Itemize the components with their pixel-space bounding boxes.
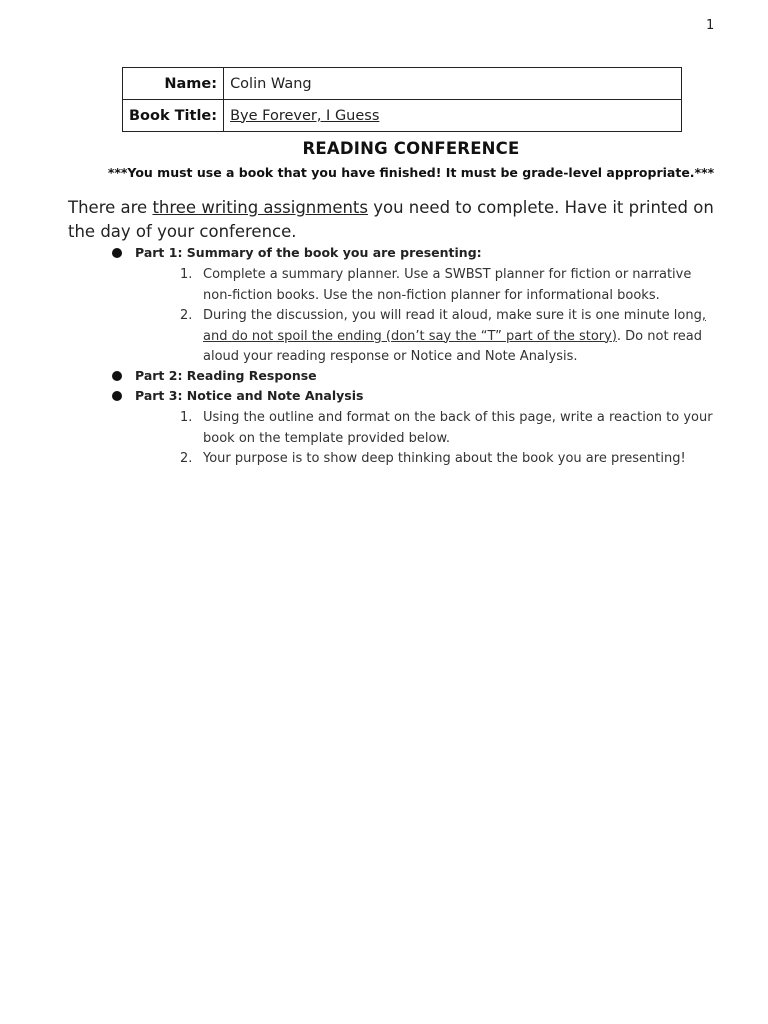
list-item-text: Using the outline and format on the back of this page, write a reaction to your book on the template provided below.: [203, 410, 713, 446]
part-2-label: Part 2: Reading Response: [135, 368, 317, 383]
list-number: 2.: [180, 308, 193, 323]
intro-suffix: you need to complete. Have it printed on the day of your conference.: [68, 198, 714, 241]
part-3-label: Part 3: Notice and Note Analysis: [135, 388, 364, 403]
bullet-icon: [112, 391, 122, 401]
intro-underlined: three writing assignments: [152, 198, 368, 217]
item-2-text-underlined: , and do not spoil the ending (don’t say the “T” part of the story): [203, 308, 706, 344]
list-item-text: Your purpose is to show deep thinking about the book you are presenting!: [203, 451, 686, 466]
list-number: 1.: [180, 267, 193, 282]
part-3-item-2: [180, 449, 720, 470]
page-subtitle: ***You must use a book that you have finished! It must be grade-level appropriate.***: [107, 165, 715, 180]
part-1-item-1: [180, 265, 720, 306]
part-1-item-2: [180, 306, 720, 368]
item-2-text-a: During the discussion, you will read it aloud, make sure it is one minute long: [203, 308, 702, 323]
list-item-text: [203, 306, 720, 368]
intro-prefix: There are: [68, 198, 153, 217]
part-1-label: Part 1: Summary of the book you are presenting:: [135, 245, 482, 260]
part-3-item-1: [180, 408, 720, 449]
list-number: 2.: [180, 451, 193, 466]
item-2-text-b: . Do not read aloud your reading response or Notice and Note Analysis.: [203, 328, 702, 364]
book-title-value: [224, 100, 682, 132]
page-title: READING CONFERENCE: [302, 139, 520, 158]
part-2-heading: [112, 368, 317, 383]
list-item-text: Complete a summary planner. Use a SWBST planner for fiction or narrative non-fiction books. Use the non-fiction planner for informational books.: [203, 267, 692, 303]
list-number: 1.: [180, 410, 193, 425]
part-1-heading: [112, 245, 482, 260]
book-title-label: Book Title:: [123, 100, 224, 132]
bullet-icon: [112, 248, 122, 258]
intro-paragraph: [68, 196, 728, 244]
book-title-text: Bye Forever, I Guess: [230, 107, 380, 124]
student-info-table: [122, 67, 682, 132]
name-value: Colin Wang: [224, 68, 682, 100]
name-row: [123, 68, 682, 100]
part-3-heading: [112, 388, 363, 403]
page-number: 1: [706, 18, 715, 33]
bullet-icon: [112, 371, 122, 381]
name-label: Name:: [123, 68, 224, 100]
book-title-row: [123, 100, 682, 132]
